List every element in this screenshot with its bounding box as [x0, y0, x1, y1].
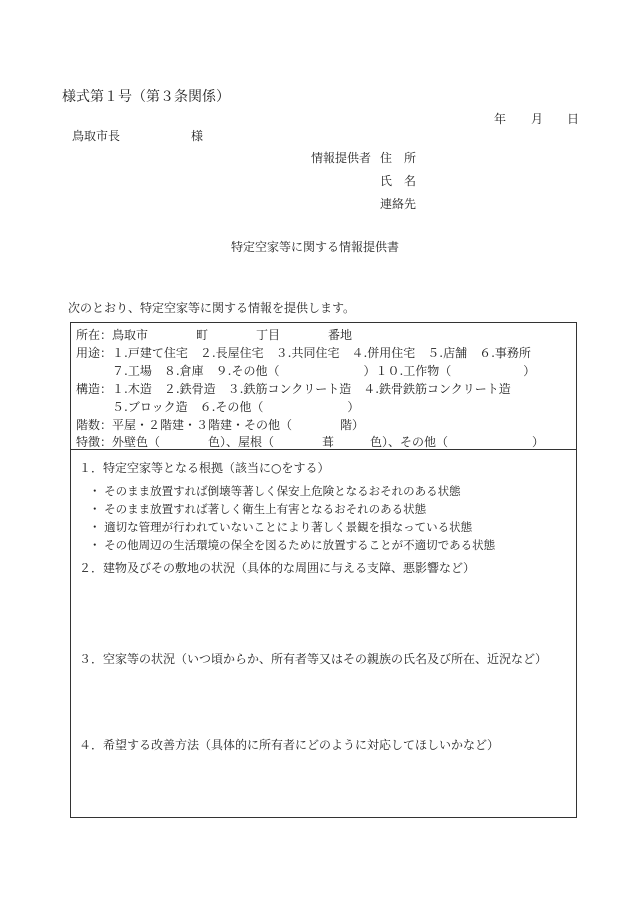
date-day-label: 日 — [567, 112, 580, 126]
document-title: 特定空家等に関する情報提供書 — [230, 240, 399, 254]
provider-contact-field: 連絡先 — [380, 197, 417, 211]
section-2-heading: ２．建物及びその敷地の状況（具体的な周囲に与える支障、悪影響など） — [79, 561, 476, 575]
location-line: 所在：鳥取市 町 丁目 番地 — [76, 328, 353, 342]
features-line: 特徴：外壁色（ 色）、屋根（ 葺 色）、その他（ ） — [76, 435, 545, 449]
structure-line-2: ５.ブロック造 ６.その他（ ） — [76, 400, 360, 414]
provider-name-field: 氏 名 — [380, 174, 417, 188]
addressee-name: 鳥取市長 — [72, 129, 121, 143]
provider-address-field: 住 所 — [380, 151, 417, 165]
addressee-honorific: 様 — [191, 129, 204, 143]
structure-line-1: 構造：１.木造 ２.鉄骨造 ３.鉄筋コンクリート造 ４.鉄骨鉄筋コンクリート造 — [76, 382, 511, 396]
usage-line-1: 用途：１.戸建て住宅 ２.長屋住宅 ３.共同住宅 ４.併用住宅 ５.店舗 ６.事務所 — [76, 346, 531, 360]
section-divider — [71, 449, 576, 450]
intro-text: 次のとおり、特定空家等に関する情報を提供します。 — [68, 301, 356, 315]
date-month-label: 月 — [531, 112, 544, 126]
section-3-heading: ３．空家等の状況（いつ頃からか、所有者等又はその親族の氏名及び所在、近況など） — [79, 652, 548, 666]
criteria-item: ・ その他周辺の生活環境の保全を図るために放置することが不適切である状態 — [89, 538, 496, 552]
information-form-box — [70, 322, 577, 818]
form-number: 様式第１号（第３条関係） — [62, 89, 230, 105]
criteria-item: ・ そのまま放置すれば著しく衛生上有害となるおそれのある状態 — [89, 502, 427, 516]
section-1-heading: １．特定空家等となる根拠（該当に○をする） — [79, 461, 330, 475]
criteria-item: ・ 適切な管理が行われていないことにより著しく景観を損なっている状態 — [89, 520, 473, 534]
date-year-label: 年 — [494, 112, 507, 126]
provider-label: 情報提供者 — [311, 151, 372, 165]
usage-line-2: ７.工場 ８.倉庫 ９.その他（ ）１０.工作物（ ） — [76, 364, 536, 378]
floors-line: 階数：平屋・２階建・３階建・その他（ 階） — [76, 418, 365, 432]
criteria-item: ・ そのまま放置すれば倒壊等著しく保安上危険となるおそれのある状態 — [89, 484, 461, 498]
section-4-heading: ４．希望する改善方法（具体的に所有者にどのように対応してほしいかなど） — [79, 738, 500, 752]
